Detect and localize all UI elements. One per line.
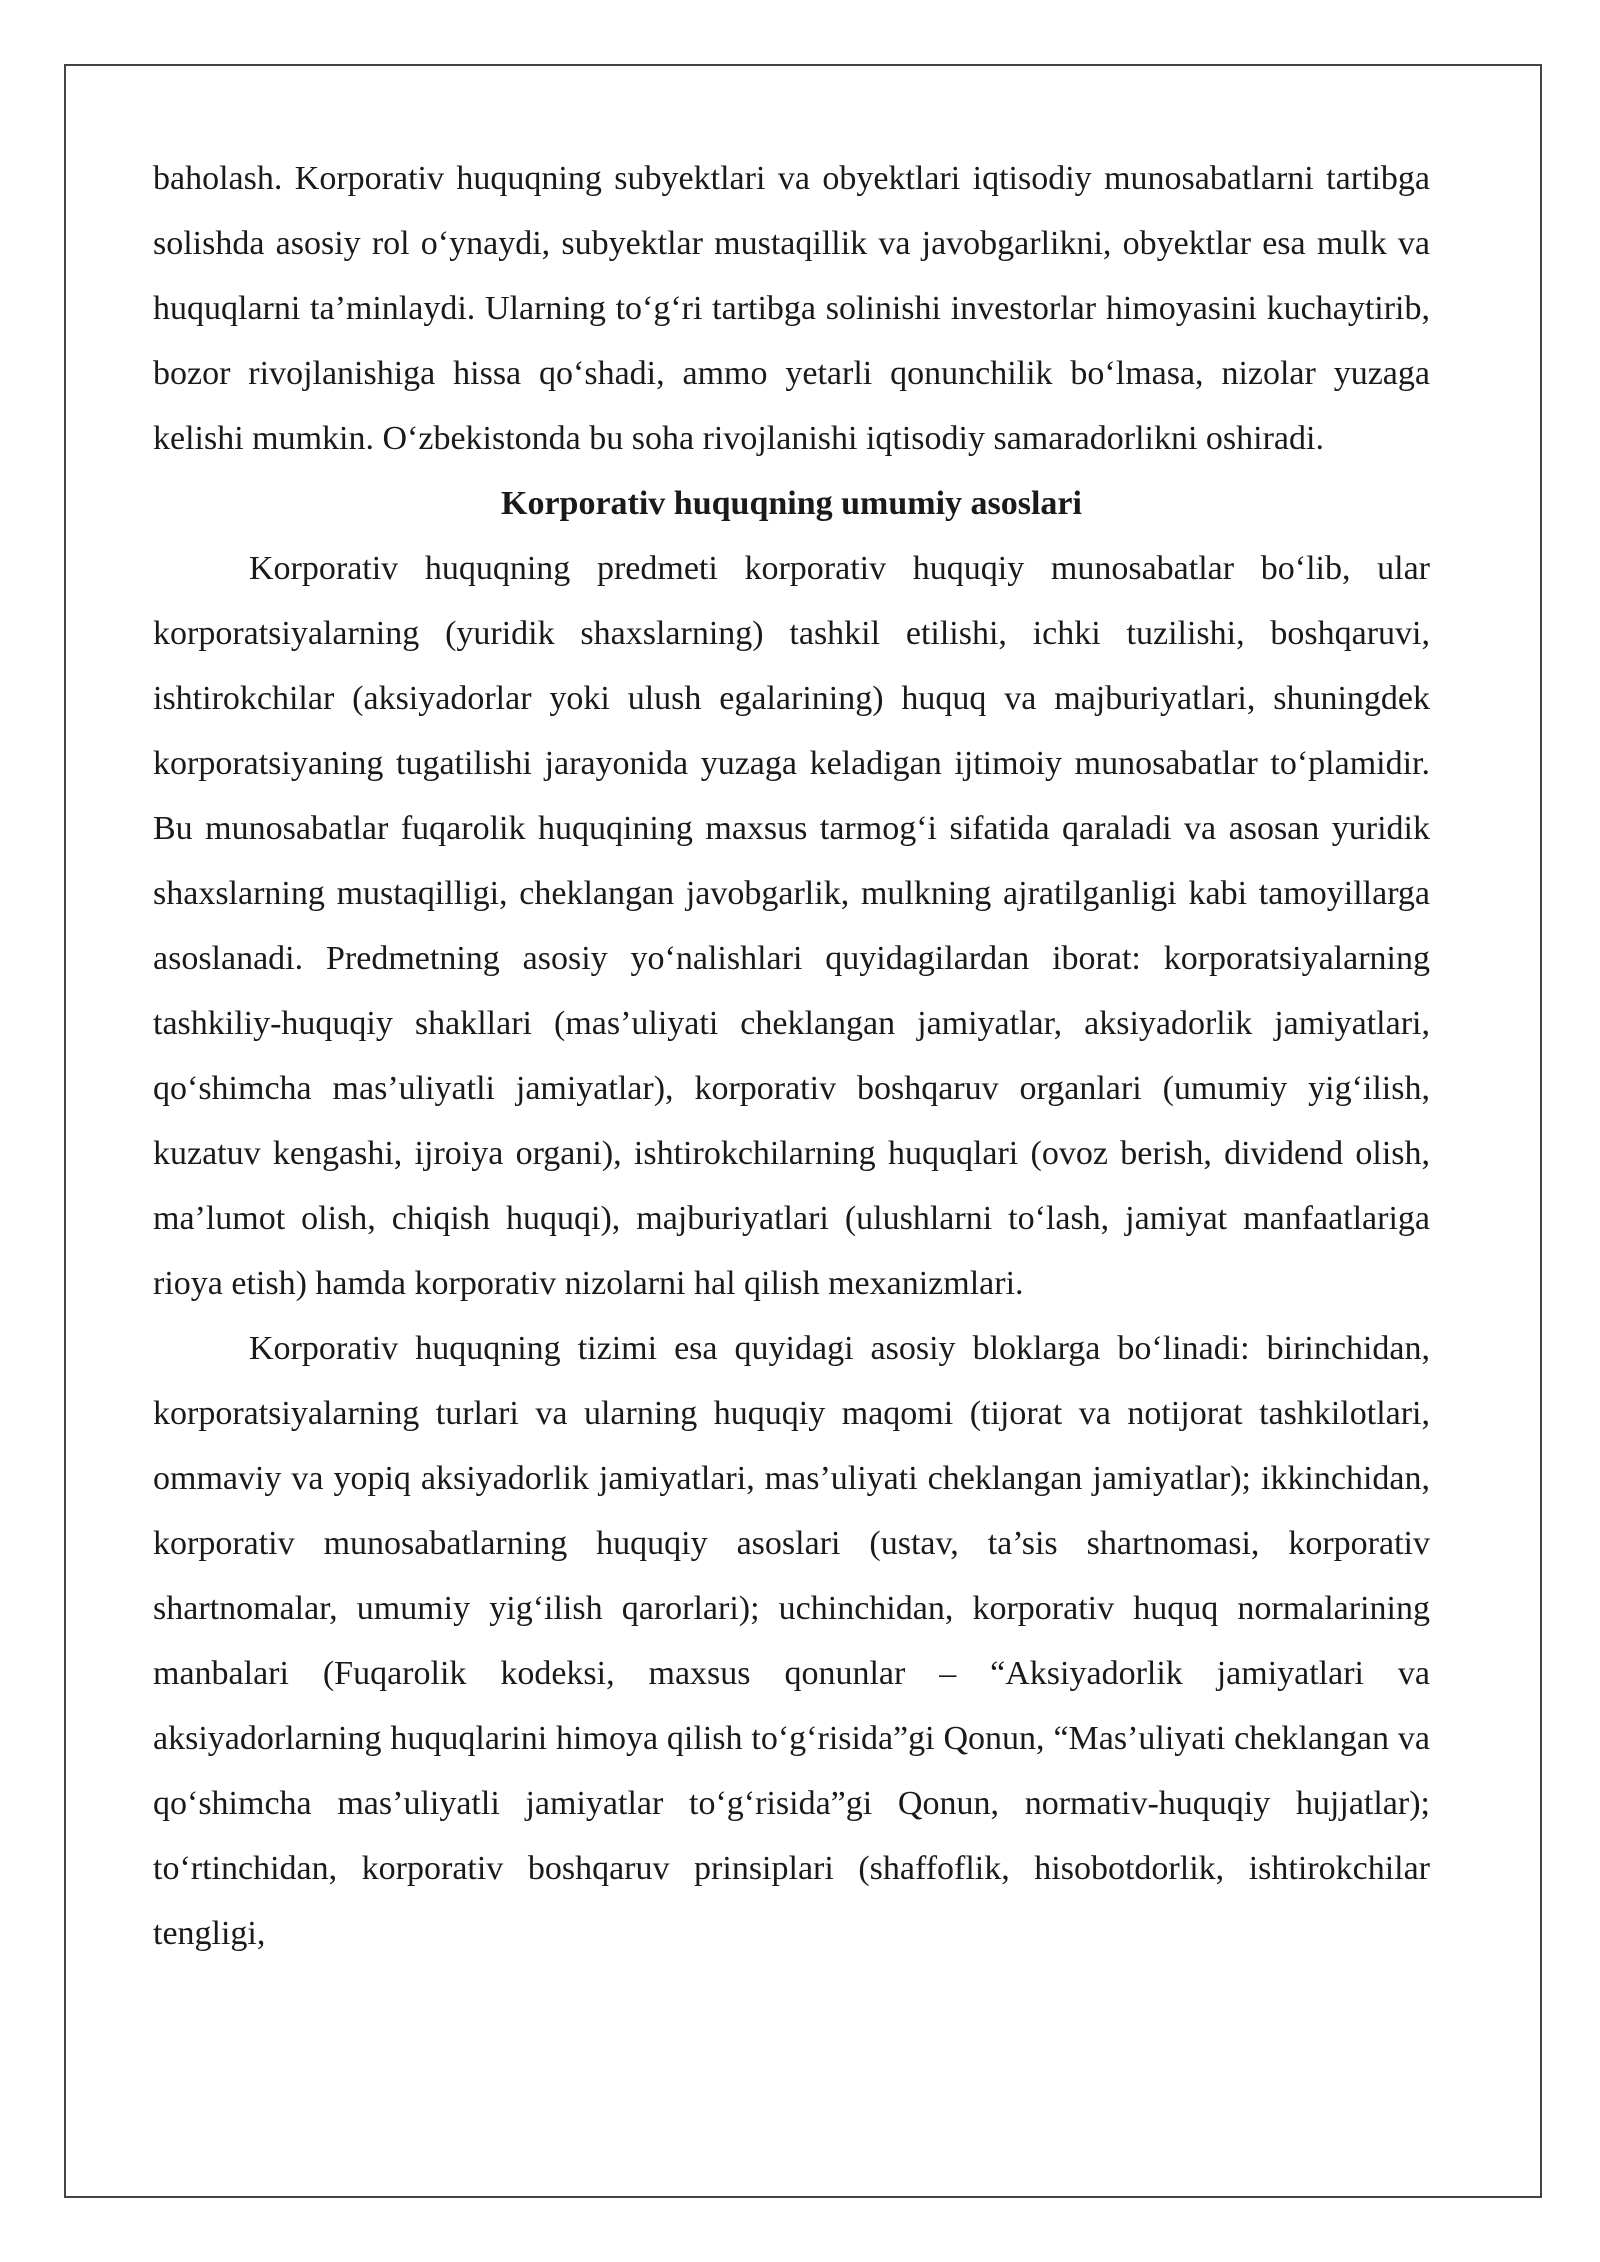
- paragraph-subject: Korporativ huquqning predmeti korporativ huquqiy munosabatlar bo‘lib, ular korporatsiyalarning (yuridik shaxslarning) tashkil etilishi, ichki tuzilishi, boshqaruvi, ishtirokchilar (aksiyadorlar yoki ulush egalarining) huquq va majburiyatlari, shuningdek korporatsiyaning tugatilishi jarayonida yuzaga keladigan ijtimoiy munosabatlar to‘plamidir. Bu munosabatlar fuqarolik huquqining maxsus tarmog‘i sifatida qaraladi va asosan yuridik shaxslarning mustaqilligi, cheklangan javobgarlik, mulkning ajratilganligi kabi tamoyillarga asoslanadi. Predmetning asosiy yo‘nalishlari quyidagilardan iborat: korporatsiyalarning tashkiliy-huquqiy shakllari (mas’uliyati cheklangan jamiyatlar, aksiyadorlik jamiyatlari, qo‘shimcha mas’uliyatli jamiyatlar), korporativ boshqaruv organlari (umumiy yig‘ilish, kuzatuv kengashi, ijroiya organi), ishtirokchilarning huquqlari (ovoz berish, dividend olish, ma’lumot olish, chiqish huquqi), majburiyatlari (ulushlarni to‘lash, jamiyat manfaatlariga rioya etish) hamda korporativ nizolarni hal qilish mexanizmlari.: [153, 550, 1430, 1302]
- section-heading: Korporativ huquqning umumiy asoslari: [501, 485, 1082, 522]
- paragraph-continuation: baholash. Korporativ huquqning subyektlari va obyektlari iqtisodiy munosabatlarni tartibga solishda asosiy rol o‘ynaydi, subyektlar mustaqillik va javobgarlikni, obyektlar esa mulk va huquqlarni ta’minlaydi. Ularning to‘g‘ri tartibga solinishi investorlar himoyasini kuchaytirib, bozor rivojlanishiga hissa qo‘shadi, ammo yetarli qonunchilik bo‘lmasa, nizolar yuzaga kelishi mumkin. O‘zbekistonda bu soha rivojlanishi iqtisodiy samaradorlikni oshiradi.: [153, 160, 1430, 457]
- paragraph-system: Korporativ huquqning tizimi esa quyidagi asosiy bloklarga bo‘linadi: birinchidan, korporatsiyalarning turlari va ularning huquqiy maqomi (tijorat va notijorat tashkilotlari, ommaviy va yopiq aksiyadorlik jamiyatlari, mas’uliyati cheklangan jamiyatlar); ikkinchidan, korporativ munosabatlarning huquqiy asoslari (ustav, ta’sis shartnomasi, korporativ shartnomalar, umumiy yig‘ilish qarorlari); uchinchidan, korporativ huquq normalarining manbalari (Fuqarolik kodeksi, maxsus qonunlar – “Aksiyadorlik jamiyatlari va aksiyadorlarning huquqlarini himoya qilish to‘g‘risida”gi Qonun, “Mas’uliyati cheklangan va qo‘shimcha mas’uliyatli jamiyatlar to‘g‘risida”gi Qonun, normativ-huquqiy hujjatlar); to‘rtinchidan, korporativ boshqaruv prinsiplari (shaffoflik, hisobotdorlik, ishtirokchilar tengligi,: [153, 1330, 1430, 1952]
- document-body: [153, 146, 1430, 1966]
